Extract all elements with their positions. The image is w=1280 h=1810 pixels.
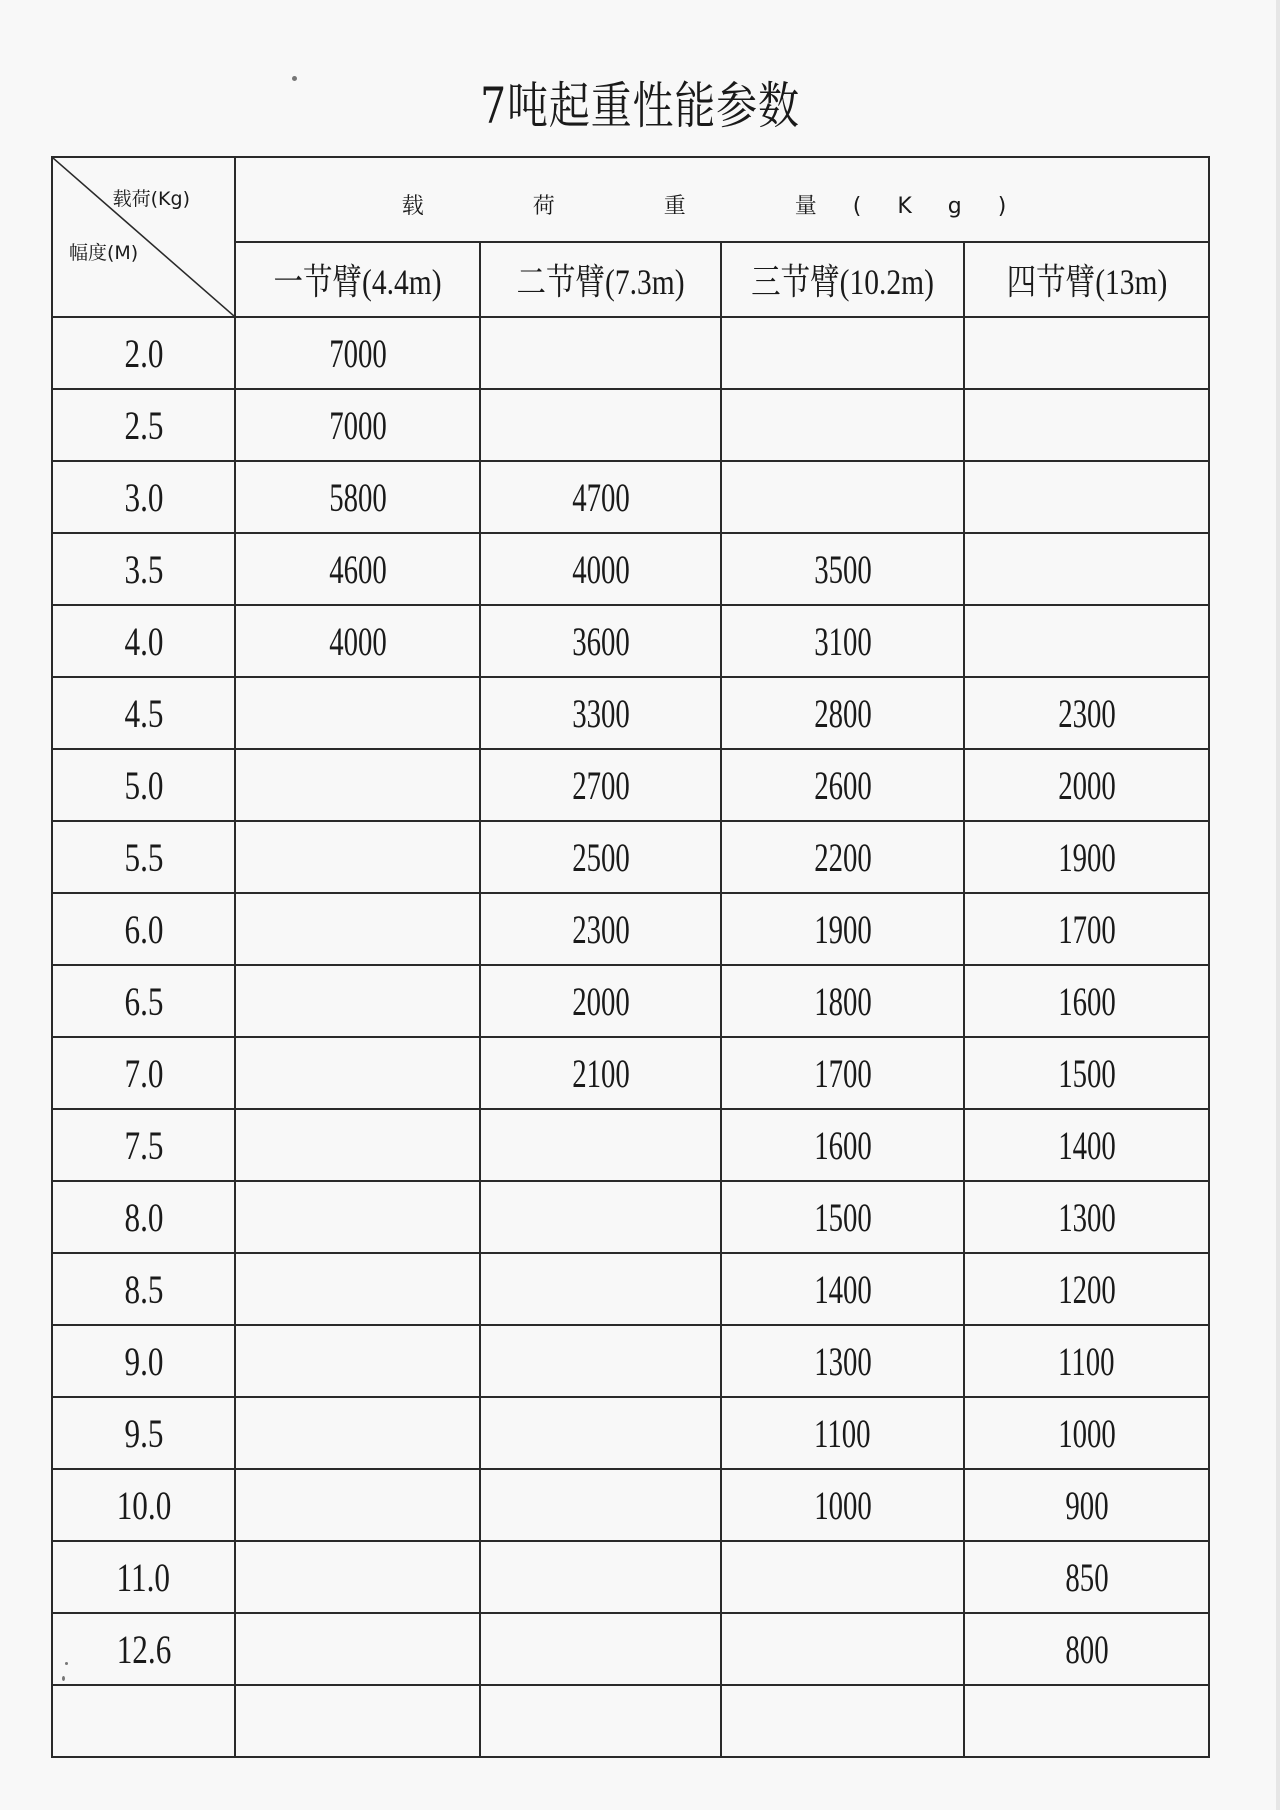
load-cell: 1800 xyxy=(721,965,964,1037)
scan-speck xyxy=(292,76,297,81)
load-cell: 2200 xyxy=(721,821,964,893)
load-cell xyxy=(721,389,964,461)
load-cell xyxy=(235,1397,480,1469)
radius-cell: 7.0 xyxy=(52,1037,235,1109)
load-cell xyxy=(964,461,1209,533)
load-cell: 4700 xyxy=(480,461,721,533)
radius-cell: 11.0 xyxy=(52,1541,235,1613)
load-cell: 1600 xyxy=(964,965,1209,1037)
load-cell xyxy=(480,1685,721,1757)
radius-cell: 4.5 xyxy=(52,677,235,749)
radius-cell: 7.5 xyxy=(52,1109,235,1181)
table-row xyxy=(52,749,1209,821)
load-cell xyxy=(480,1325,721,1397)
load-cell xyxy=(235,893,480,965)
table-row xyxy=(52,605,1209,677)
load-cell: 2800 xyxy=(721,677,964,749)
page-edge xyxy=(1276,0,1280,1810)
load-cell xyxy=(235,821,480,893)
load-cell xyxy=(235,1253,480,1325)
table-row xyxy=(52,1181,1209,1253)
load-cell: 1700 xyxy=(964,893,1209,965)
load-cell: 3600 xyxy=(480,605,721,677)
radius-cell: 8.5 xyxy=(52,1253,235,1325)
column-header-boom-4: 四节臂(13m) xyxy=(964,242,1209,317)
table-row xyxy=(52,1325,1209,1397)
load-cell: 7000 xyxy=(235,317,480,389)
radius-cell: 9.5 xyxy=(52,1397,235,1469)
scan-speck xyxy=(62,1676,65,1681)
radius-cell: 2.5 xyxy=(52,389,235,461)
load-cell xyxy=(235,1469,480,1541)
load-cell xyxy=(235,749,480,821)
load-cell xyxy=(480,1181,721,1253)
load-cell xyxy=(480,1109,721,1181)
load-cell xyxy=(480,1469,721,1541)
table-row xyxy=(52,1253,1209,1325)
load-cell xyxy=(235,1181,480,1253)
table-row xyxy=(52,1109,1209,1181)
table-row xyxy=(52,461,1209,533)
radius-cell: 9.0 xyxy=(52,1325,235,1397)
radius-cell: 5.0 xyxy=(52,749,235,821)
radius-cell: 6.0 xyxy=(52,893,235,965)
radius-cell xyxy=(52,1685,235,1757)
table-row xyxy=(52,965,1209,1037)
load-cell: 1900 xyxy=(964,821,1209,893)
table-row xyxy=(52,533,1209,605)
load-cell: 1300 xyxy=(721,1325,964,1397)
load-cell xyxy=(964,533,1209,605)
load-cell: 7000 xyxy=(235,389,480,461)
radius-cell: 5.5 xyxy=(52,821,235,893)
load-cell: 2600 xyxy=(721,749,964,821)
table-row xyxy=(52,1037,1209,1109)
corner-header-cell xyxy=(52,157,235,317)
load-cell xyxy=(480,1541,721,1613)
load-cell xyxy=(480,1613,721,1685)
radius-cell: 2.0 xyxy=(52,317,235,389)
table-row xyxy=(52,1541,1209,1613)
column-header-boom-1: 一节臂(4.4m) xyxy=(235,242,480,317)
load-cell: 1300 xyxy=(964,1181,1209,1253)
load-cell xyxy=(235,1109,480,1181)
radius-cell: 6.5 xyxy=(52,965,235,1037)
load-chart-table xyxy=(51,156,1210,1758)
column-header-boom-2: 二节臂(7.3m) xyxy=(480,242,721,317)
load-cell: 4000 xyxy=(235,605,480,677)
load-cell: 1400 xyxy=(964,1109,1209,1181)
load-cell xyxy=(235,1541,480,1613)
load-cell: 2300 xyxy=(480,893,721,965)
radius-cell: 3.0 xyxy=(52,461,235,533)
load-cell: 3500 xyxy=(721,533,964,605)
table-row xyxy=(52,1613,1209,1685)
load-cell xyxy=(480,389,721,461)
radius-cell: 4.0 xyxy=(52,605,235,677)
load-unit-label: 载荷(Kg) xyxy=(112,188,190,210)
load-cell xyxy=(721,1613,964,1685)
load-cell xyxy=(964,389,1209,461)
load-cell xyxy=(235,1613,480,1685)
table-row xyxy=(52,317,1209,389)
load-cell: 1700 xyxy=(721,1037,964,1109)
load-cell xyxy=(964,605,1209,677)
load-cell: 2700 xyxy=(480,749,721,821)
load-cell xyxy=(235,1325,480,1397)
scan-speck xyxy=(65,1662,68,1665)
load-cell: 3300 xyxy=(480,677,721,749)
load-cell: 1600 xyxy=(721,1109,964,1181)
radius-cell: 10.0 xyxy=(52,1469,235,1541)
load-cell: 1100 xyxy=(721,1397,964,1469)
radius-unit-label: 幅度(M) xyxy=(69,242,139,264)
load-cell xyxy=(721,1685,964,1757)
load-cell xyxy=(721,317,964,389)
load-cell xyxy=(235,677,480,749)
load-cell: 1000 xyxy=(721,1469,964,1541)
radius-cell: 8.0 xyxy=(52,1181,235,1253)
load-cell: 2000 xyxy=(964,749,1209,821)
load-cell xyxy=(235,1685,480,1757)
load-cell: 800 xyxy=(964,1613,1209,1685)
load-weight-group-header: 载 荷 重 量(Kg) xyxy=(235,157,1209,242)
diagonal-divider xyxy=(53,158,234,316)
load-cell: 850 xyxy=(964,1541,1209,1613)
load-cell xyxy=(235,1037,480,1109)
table-row xyxy=(52,893,1209,965)
load-cell: 1100 xyxy=(964,1325,1209,1397)
load-cell: 2000 xyxy=(480,965,721,1037)
load-cell xyxy=(721,1541,964,1613)
load-cell: 5800 xyxy=(235,461,480,533)
table-row xyxy=(52,821,1209,893)
load-cell xyxy=(480,1397,721,1469)
table-row xyxy=(52,1397,1209,1469)
load-cell: 4000 xyxy=(480,533,721,605)
load-cell xyxy=(964,317,1209,389)
table-body xyxy=(52,317,1209,1757)
load-cell: 4600 xyxy=(235,533,480,605)
radius-cell: 12.6 xyxy=(52,1613,235,1685)
table-row xyxy=(52,1469,1209,1541)
table-row xyxy=(52,1685,1209,1757)
table-row xyxy=(52,389,1209,461)
load-cell: 900 xyxy=(964,1469,1209,1541)
load-cell: 1000 xyxy=(964,1397,1209,1469)
table-row xyxy=(52,677,1209,749)
load-cell: 3100 xyxy=(721,605,964,677)
load-cell: 2500 xyxy=(480,821,721,893)
load-cell xyxy=(964,1685,1209,1757)
load-cell xyxy=(480,317,721,389)
document-title: 7吨起重性能参数 xyxy=(480,77,800,135)
column-header-boom-3: 三节臂(10.2m) xyxy=(721,242,964,317)
load-cell: 1400 xyxy=(721,1253,964,1325)
load-cell: 2100 xyxy=(480,1037,721,1109)
load-cell: 1900 xyxy=(721,893,964,965)
load-cell xyxy=(235,965,480,1037)
load-cell xyxy=(721,461,964,533)
load-cell xyxy=(480,1253,721,1325)
load-cell: 1500 xyxy=(964,1037,1209,1109)
load-cell: 1500 xyxy=(721,1181,964,1253)
load-cell: 2300 xyxy=(964,677,1209,749)
radius-cell: 3.5 xyxy=(52,533,235,605)
load-cell: 1200 xyxy=(964,1253,1209,1325)
